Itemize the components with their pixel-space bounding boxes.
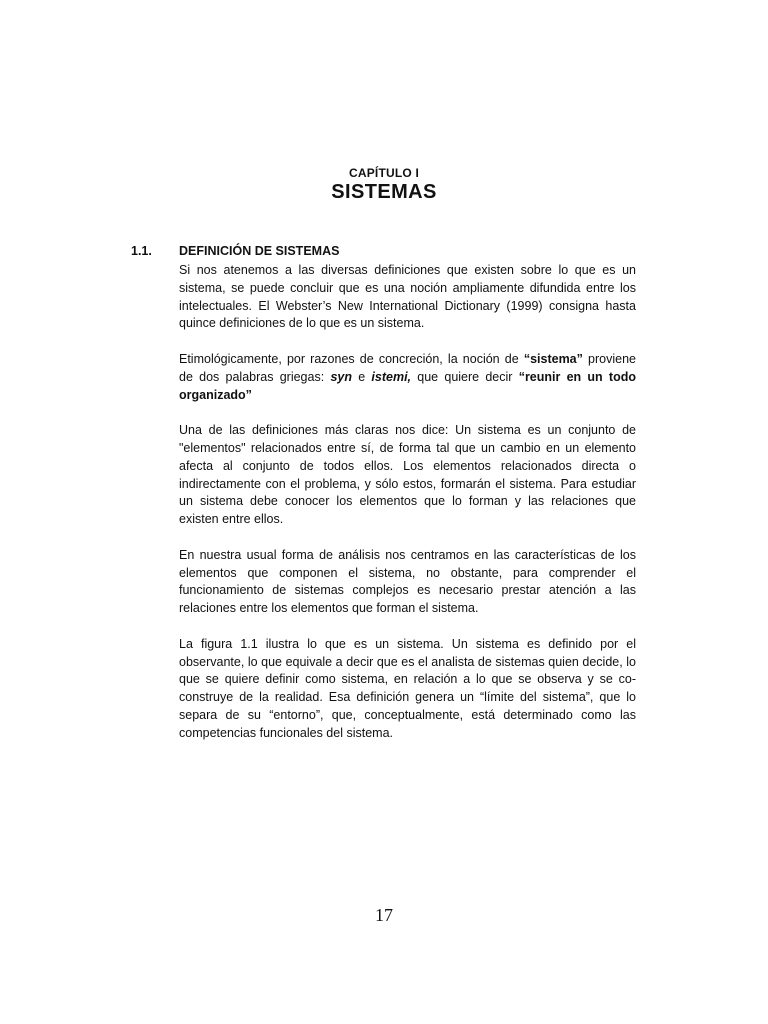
paragraph-2-text-1: Etimológicamente, por razones de concreción, la noción de: [179, 351, 524, 366]
section-heading: DEFINICIÓN DE SISTEMAS: [179, 244, 340, 258]
term-syn: syn: [330, 369, 352, 384]
section-number: 1.1.: [131, 244, 152, 258]
body-text: [179, 262, 636, 760]
paragraph-2: [179, 351, 636, 404]
paragraph-2-text-4: que quiere decir: [411, 369, 519, 384]
paragraph-5: La figura 1.1 ilustra lo que es un sistema. Un sistema es definido por el observante, lo que equivale a decir que es el analista de sistemas quien decide, lo que se quiere definir como sistema, en relación a lo que se observa y se co-construye de la realidad. Esa definición genera un “límite del sistema”, que lo separa de su “entorno”, que, conceptualmente, está determinado como las competencias funcionales del sistema.: [179, 636, 636, 740]
term-istemi: istemi,: [371, 369, 412, 384]
term-reunir: “reunir en un todo organizado”: [179, 369, 637, 402]
paragraph-1: Si nos atenemos a las diversas definiciones que existen sobre lo que es un sistema, se puede concluir que es una noción ampliamente difundida entre los intelectuales. El Webster’s New International Dictionary (1999) consigna hasta quince definiciones de lo que es un sistema.: [179, 263, 636, 331]
paragraph-3: Una de las definiciones más claras nos dice: Un sistema es un conjunto de "elementos" relacionados entre sí, de forma tal que un cambio en un elemento afecta al conjunto de todos ellos. Los elementos relacionados directa o indirectamente con el problema, y sólo estos, formarán el sistema. Para estudiar un sistema debe conocer los elementos que lo forman y las relaciones que existen entre ellos.: [179, 423, 636, 527]
paragraph-4: En nuestra usual forma de análisis nos centramos en las características de los elementos que componen el sistema, no obstante, para comprender el funcionamiento de sistemas complejos es necesario prestar atención a las relaciones entre los elementos que forman el sistema.: [179, 547, 636, 616]
paragraph-2-text-3: e: [351, 369, 372, 384]
paragraph-2-text-2: proviene de dos palabras griegas:: [179, 351, 636, 384]
page-number: 17: [375, 905, 393, 925]
chapter-label: CAPÍTULO I: [349, 166, 419, 180]
chapter-title: SISTEMAS: [331, 181, 437, 203]
term-sistema: “sistema”: [523, 351, 583, 366]
